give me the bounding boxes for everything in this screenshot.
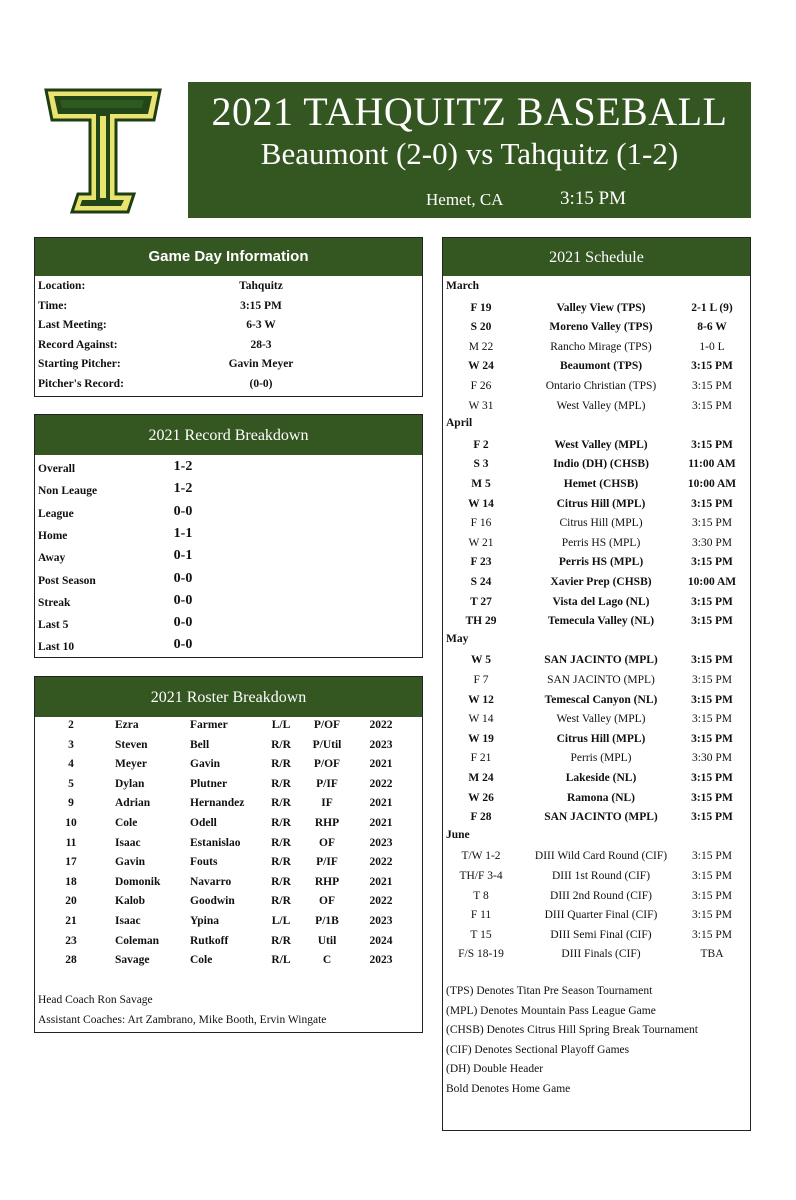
- schedule-row: [443, 613, 750, 633]
- roster-row: [35, 756, 422, 776]
- player-number: 20: [65, 895, 77, 908]
- player-position: Util: [317, 934, 337, 947]
- game-date: W 21: [468, 536, 494, 549]
- schedule-row: [443, 319, 750, 339]
- player-position: RHP: [314, 875, 340, 888]
- game-opponent: Temecula Valley (NL): [547, 615, 655, 628]
- game-opponent: SAN JACINTO (MPL): [544, 654, 658, 667]
- info-value: Gavin Meyer: [228, 358, 294, 371]
- player-first-name: Isaac: [115, 836, 141, 849]
- record-label: Overall: [38, 463, 76, 475]
- record-label: Streak: [38, 596, 71, 609]
- game-result: 3:15 PM: [692, 909, 732, 922]
- game-result: 3:15 PM: [691, 791, 733, 804]
- record-row: [35, 547, 422, 569]
- player-first-name: Steven: [115, 738, 148, 751]
- head-coach: Head Coach Ron Savage: [38, 994, 153, 1006]
- schedule-month: April: [446, 417, 473, 430]
- player-number: 11: [65, 836, 77, 849]
- player-position: RHP: [314, 817, 340, 829]
- game-result: 3:15 PM: [692, 380, 732, 392]
- schedule-row: [443, 809, 750, 829]
- info-label: Record Against:: [38, 338, 118, 351]
- game-day-title: Game Day Information: [35, 238, 422, 276]
- player-bats-throws: R/R: [271, 817, 291, 829]
- roster-row: [35, 776, 422, 796]
- game-result: 3:15 PM: [691, 497, 733, 510]
- game-day-panel: [34, 237, 423, 397]
- game-result: 3:15 PM: [691, 360, 733, 373]
- record-value: 1-1: [173, 525, 193, 541]
- game-result: 10:00 AM: [687, 576, 737, 588]
- game-opponent: Perris HS (MPL): [561, 536, 641, 549]
- game-date: F 28: [470, 811, 492, 824]
- game-date: F 26: [470, 380, 492, 392]
- player-first-name: Domonik: [115, 875, 161, 888]
- game-date: W 14: [468, 713, 494, 726]
- game-date: S 24: [470, 576, 492, 588]
- schedule-row: [443, 692, 750, 712]
- player-number: 4: [68, 758, 74, 771]
- info-row: [35, 317, 422, 337]
- player-last-name: Goodwin: [190, 895, 235, 908]
- record-label: Away: [38, 552, 66, 565]
- game-result: 3:15 PM: [692, 517, 732, 530]
- header-banner: [188, 82, 751, 218]
- game-result: 10:00 AM: [687, 478, 737, 490]
- record-value: 0-0: [173, 615, 193, 631]
- roster-panel: [34, 676, 423, 1033]
- player-class-year: 2023: [369, 954, 393, 967]
- game-opponent: DIII 1st Round (CIF): [551, 870, 651, 882]
- record-label: Last 5: [38, 619, 69, 632]
- player-number: 5: [68, 777, 74, 790]
- player-last-name: Plutner: [190, 777, 228, 790]
- roster-row: [35, 874, 422, 894]
- player-first-name: Coleman: [115, 934, 160, 947]
- game-opponent: Citrus Hill (MPL): [556, 732, 646, 745]
- player-position: P/OF: [313, 758, 341, 771]
- player-last-name: Odell: [190, 817, 217, 829]
- game-date: F 21: [470, 752, 492, 765]
- game-location: Hemet, CA: [426, 190, 504, 209]
- game-date: F 19: [470, 301, 492, 314]
- info-value: 3:15 PM: [240, 299, 282, 312]
- record-row: [35, 570, 422, 592]
- tahquitz-logo: [44, 86, 162, 214]
- game-result: 3:15 PM: [691, 811, 733, 824]
- schedule-row: [443, 750, 750, 770]
- game-opponent: Hemet (CHSB): [563, 478, 639, 490]
- player-last-name: Fouts: [190, 856, 218, 869]
- game-date: W 12: [468, 693, 494, 706]
- game-date: M 22: [468, 340, 494, 353]
- game-date: F 16: [470, 517, 492, 530]
- info-row: [35, 298, 422, 318]
- player-class-year: 2021: [369, 797, 393, 810]
- assistant-coaches: Assistant Coaches: Art Zambrano, Mike Booth, Ervin Wingate: [38, 1014, 327, 1026]
- game-opponent: DIII Wild Card Round (CIF): [534, 850, 668, 863]
- player-position: C: [322, 954, 332, 967]
- schedule-title: 2021 Schedule: [443, 238, 750, 276]
- info-row: [35, 356, 422, 376]
- schedule-row: [443, 672, 750, 692]
- schedule-row: [443, 398, 750, 418]
- player-class-year: 2022: [369, 856, 393, 869]
- schedule-row: [443, 888, 750, 908]
- schedule-row: [443, 378, 750, 398]
- player-position: OF: [319, 895, 335, 908]
- player-number: 10: [65, 817, 77, 829]
- game-result: 3:15 PM: [692, 889, 732, 902]
- schedule-row: [443, 790, 750, 810]
- schedule-row: [443, 594, 750, 614]
- player-bats-throws: R/R: [271, 836, 291, 849]
- legend-item: (TPS) Denotes Titan Pre Season Tournament: [446, 985, 653, 997]
- schedule-row: [443, 456, 750, 476]
- info-value: 6-3 W: [246, 319, 276, 332]
- record-value: 0-0: [173, 503, 193, 519]
- game-result: 3:15 PM: [691, 595, 733, 608]
- schedule-row: [443, 946, 750, 966]
- player-class-year: 2023: [369, 738, 393, 751]
- game-opponent: Ontario Christian (TPS): [545, 380, 657, 392]
- player-class-year: 2023: [369, 836, 393, 849]
- player-first-name: Kalob: [115, 895, 146, 908]
- player-number: 23: [65, 934, 77, 947]
- game-opponent: Lakeside (NL): [565, 772, 637, 784]
- player-first-name: Isaac: [115, 915, 141, 927]
- player-position: IF: [321, 797, 333, 810]
- game-date: W 24: [468, 360, 494, 373]
- roster-row: [35, 835, 422, 855]
- player-number: 17: [65, 856, 77, 869]
- game-opponent: Citrus Hill (MPL): [556, 497, 646, 510]
- player-first-name: Savage: [115, 954, 150, 967]
- game-date: S 20: [470, 321, 492, 334]
- game-date: W 5: [471, 654, 491, 667]
- game-opponent: DIII 2nd Round (CIF): [550, 889, 652, 902]
- game-result: 11:00 AM: [688, 458, 736, 471]
- player-number: 28: [65, 954, 77, 967]
- record-row: [35, 592, 422, 614]
- player-bats-throws: L/L: [271, 915, 291, 927]
- player-class-year: 2023: [369, 915, 393, 927]
- record-value: 0-0: [173, 570, 193, 586]
- player-position: P/IF: [316, 777, 338, 790]
- game-date: M 24: [468, 772, 494, 784]
- player-last-name: Estanislao: [190, 836, 241, 849]
- player-class-year: 2022: [369, 895, 393, 908]
- game-opponent: West Valley (MPL): [554, 438, 648, 451]
- game-date: W 14: [468, 497, 494, 510]
- player-class-year: 2021: [369, 817, 393, 829]
- game-opponent: DIII Quarter Final (CIF): [544, 909, 658, 922]
- player-bats-throws: R/R: [271, 738, 291, 751]
- game-result: 3:15 PM: [692, 713, 732, 726]
- record-value: 0-0: [173, 592, 193, 608]
- game-result: 3:15 PM: [691, 772, 733, 784]
- record-value: 0-1: [173, 548, 193, 564]
- schedule-row: [443, 927, 750, 947]
- player-first-name: Gavin: [115, 856, 146, 869]
- game-date: W 26: [468, 791, 494, 804]
- schedule-panel: [442, 237, 751, 1131]
- record-value: 0-0: [173, 637, 193, 653]
- info-row: [35, 376, 422, 396]
- player-number: 21: [65, 915, 77, 927]
- player-last-name: Rutkoff: [190, 934, 229, 947]
- player-number: 2: [68, 719, 74, 731]
- roster-row: [35, 913, 422, 933]
- record-value: 1-2: [173, 481, 193, 497]
- player-class-year: 2021: [369, 875, 393, 888]
- player-bats-throws: R/R: [271, 895, 291, 908]
- player-last-name: Cole: [190, 954, 213, 967]
- game-opponent: Rancho Mirage (TPS): [550, 340, 652, 353]
- game-opponent: Citrus Hill (MPL): [559, 517, 643, 530]
- game-date: T 27: [470, 595, 492, 608]
- schedule-row: [443, 515, 750, 535]
- game-date: T 8: [473, 889, 489, 902]
- schedule-row: [443, 652, 750, 672]
- game-date: TH 29: [465, 615, 497, 628]
- roster-row: [35, 737, 422, 757]
- player-position: P/IF: [316, 856, 338, 869]
- game-result: 3:15 PM: [692, 399, 732, 412]
- info-label: Time:: [38, 299, 68, 312]
- legend-item: (DH) Double Header: [446, 1063, 544, 1076]
- game-result: 2-1 L (9): [691, 301, 733, 314]
- schedule-row: [443, 476, 750, 496]
- record-row: [35, 503, 422, 525]
- record-label: Home: [38, 529, 68, 542]
- schedule-row: [443, 554, 750, 574]
- player-class-year: 2024: [369, 934, 393, 947]
- player-bats-throws: R/R: [271, 777, 291, 790]
- schedule-row: [443, 907, 750, 927]
- game-opponent: Beaumont (TPS): [559, 360, 643, 373]
- player-first-name: Dylan: [115, 777, 145, 790]
- player-last-name: Hernandez: [190, 797, 245, 810]
- record-label: League: [38, 507, 74, 520]
- game-opponent: DIII Semi Final (CIF): [550, 928, 652, 941]
- schedule-row: [443, 574, 750, 594]
- schedule-month: May: [446, 632, 469, 645]
- game-result: 3:30 PM: [692, 536, 732, 549]
- player-bats-throws: R/L: [271, 954, 291, 967]
- game-result: TBA: [700, 948, 724, 961]
- info-value: (0-0): [249, 378, 273, 390]
- game-date: T 15: [470, 928, 492, 941]
- schedule-row: [443, 770, 750, 790]
- game-result: 1-0 L: [699, 340, 725, 353]
- record-label: Post Season: [38, 574, 96, 587]
- schedule-row: [443, 358, 750, 378]
- player-first-name: Meyer: [115, 758, 147, 771]
- game-opponent: DIII Finals (CIF): [561, 948, 641, 961]
- player-position: OF: [319, 836, 335, 849]
- game-result: 8-6 W: [697, 321, 727, 334]
- roster-row: [35, 933, 422, 953]
- record-label: Non Leauge: [38, 485, 98, 498]
- record-value: 1-2: [173, 459, 193, 474]
- info-row: [35, 278, 422, 298]
- player-bats-throws: R/R: [271, 856, 291, 869]
- roster-row: [35, 795, 422, 815]
- info-label: Pitcher's Record:: [38, 378, 124, 390]
- game-result: 3:15 PM: [691, 693, 733, 706]
- legend-item: (CHSB) Denotes Citrus Hill Spring Break Tournament: [446, 1024, 698, 1037]
- game-date: F 2: [473, 438, 489, 451]
- player-bats-throws: L/L: [271, 719, 291, 731]
- record-row: [35, 458, 422, 480]
- game-result: 3:15 PM: [691, 732, 733, 745]
- game-opponent: Perris (MPL): [570, 752, 632, 765]
- game-date: F 23: [470, 556, 492, 569]
- player-last-name: Ypina: [190, 915, 219, 927]
- game-time: 3:15 PM: [560, 188, 626, 209]
- roster-row: [35, 952, 422, 972]
- player-number: 18: [65, 875, 77, 888]
- player-number: 3: [68, 738, 74, 751]
- record-row: [35, 614, 422, 636]
- game-result: 3:15 PM: [692, 928, 732, 941]
- roster-row: [35, 893, 422, 913]
- game-opponent: West Valley (MPL): [556, 713, 646, 726]
- record-breakdown-panel: [34, 414, 423, 658]
- player-bats-throws: R/R: [271, 934, 291, 947]
- record-row: [35, 636, 422, 658]
- game-result: 3:15 PM: [691, 654, 733, 667]
- game-result: 3:15 PM: [691, 556, 733, 569]
- game-opponent: SAN JACINTO (MPL): [544, 811, 658, 824]
- player-position: P/OF: [313, 719, 341, 731]
- schedule-row: [443, 868, 750, 888]
- player-class-year: 2021: [369, 758, 393, 771]
- record-title: 2021 Record Breakdown: [35, 415, 422, 455]
- info-value: Tahquitz: [239, 280, 283, 292]
- player-class-year: 2022: [369, 777, 393, 790]
- game-date: T/W 1-2: [461, 850, 501, 863]
- schedule-row: [443, 496, 750, 516]
- game-opponent: SAN JACINTO (MPL): [547, 674, 655, 686]
- player-bats-throws: R/R: [271, 875, 291, 888]
- schedule-row: [443, 731, 750, 751]
- game-date: F 11: [470, 909, 492, 922]
- roster-title: 2021 Roster Breakdown: [35, 677, 422, 717]
- game-opponent: Vista del Lago (NL): [552, 595, 650, 608]
- game-opponent: Perris HS (MPL): [558, 556, 644, 569]
- game-opponent: Moreno Valley (TPS): [549, 321, 653, 334]
- schedule-month: March: [446, 280, 480, 292]
- player-position: P/Util: [312, 738, 342, 751]
- schedule-row: [443, 437, 750, 457]
- game-result: 3:15 PM: [691, 438, 733, 451]
- schedule-row: [443, 535, 750, 555]
- record-row: [35, 480, 422, 502]
- player-first-name: Adrian: [115, 797, 151, 810]
- player-position: P/1B: [315, 915, 339, 927]
- game-result: 3:15 PM: [692, 870, 732, 882]
- player-last-name: Bell: [190, 738, 210, 751]
- player-last-name: Navarro: [190, 875, 232, 888]
- game-result: 3:15 PM: [692, 850, 732, 863]
- game-opponent: Xavier Prep (CHSB): [550, 576, 652, 588]
- player-last-name: Farmer: [190, 719, 228, 731]
- info-row: [35, 337, 422, 357]
- game-date: TH/F 3-4: [459, 870, 503, 882]
- legend-item: (MPL) Denotes Mountain Pass League Game: [446, 1004, 656, 1017]
- info-value: 28-3: [250, 338, 272, 351]
- player-first-name: Cole: [115, 817, 138, 829]
- player-last-name: Gavin: [190, 758, 221, 771]
- game-opponent: Ramona (NL): [566, 791, 636, 804]
- player-number: 9: [68, 797, 74, 810]
- game-result: 3:15 PM: [691, 615, 733, 628]
- roster-row: [35, 854, 422, 874]
- player-class-year: 2022: [369, 719, 393, 731]
- page-title: 2021 TAHQUITZ BASEBALL: [211, 89, 728, 134]
- matchup-title: Beaumont (2-0) vs Tahquitz (1-2): [260, 136, 679, 171]
- game-result: 3:30 PM: [692, 752, 732, 765]
- schedule-row: [443, 339, 750, 359]
- game-date: W 19: [468, 732, 494, 745]
- info-label: Starting Pitcher:: [38, 358, 121, 371]
- game-opponent: West Valley (MPL): [556, 399, 646, 412]
- game-result: 3:15 PM: [692, 674, 732, 686]
- game-date: S 3: [473, 458, 489, 471]
- legend-item: Bold Denotes Home Game: [446, 1083, 571, 1095]
- legend-item: (CIF) Denotes Sectional Playoff Games: [446, 1043, 630, 1056]
- player-bats-throws: R/R: [271, 797, 291, 810]
- schedule-row: [443, 848, 750, 868]
- info-label: Last Meeting:: [38, 319, 107, 332]
- roster-row: [35, 717, 422, 737]
- record-row: [35, 525, 422, 547]
- game-date: F 7: [473, 674, 489, 686]
- record-label: Last 10: [38, 641, 75, 654]
- roster-row: [35, 815, 422, 835]
- game-opponent: Valley View (TPS): [556, 301, 646, 314]
- schedule-row: [443, 300, 750, 320]
- game-date: M 5: [471, 478, 491, 490]
- schedule-row: [443, 711, 750, 731]
- game-date: W 31: [468, 399, 494, 412]
- game-opponent: Indio (DH) (CHSB): [553, 458, 649, 471]
- player-bats-throws: R/R: [271, 758, 291, 771]
- info-label: Location:: [38, 280, 86, 292]
- player-first-name: Ezra: [115, 719, 139, 731]
- schedule-month: June: [446, 828, 470, 841]
- game-opponent: Temescal Canyon (NL): [544, 693, 658, 706]
- game-date: F/S 18-19: [458, 948, 504, 961]
